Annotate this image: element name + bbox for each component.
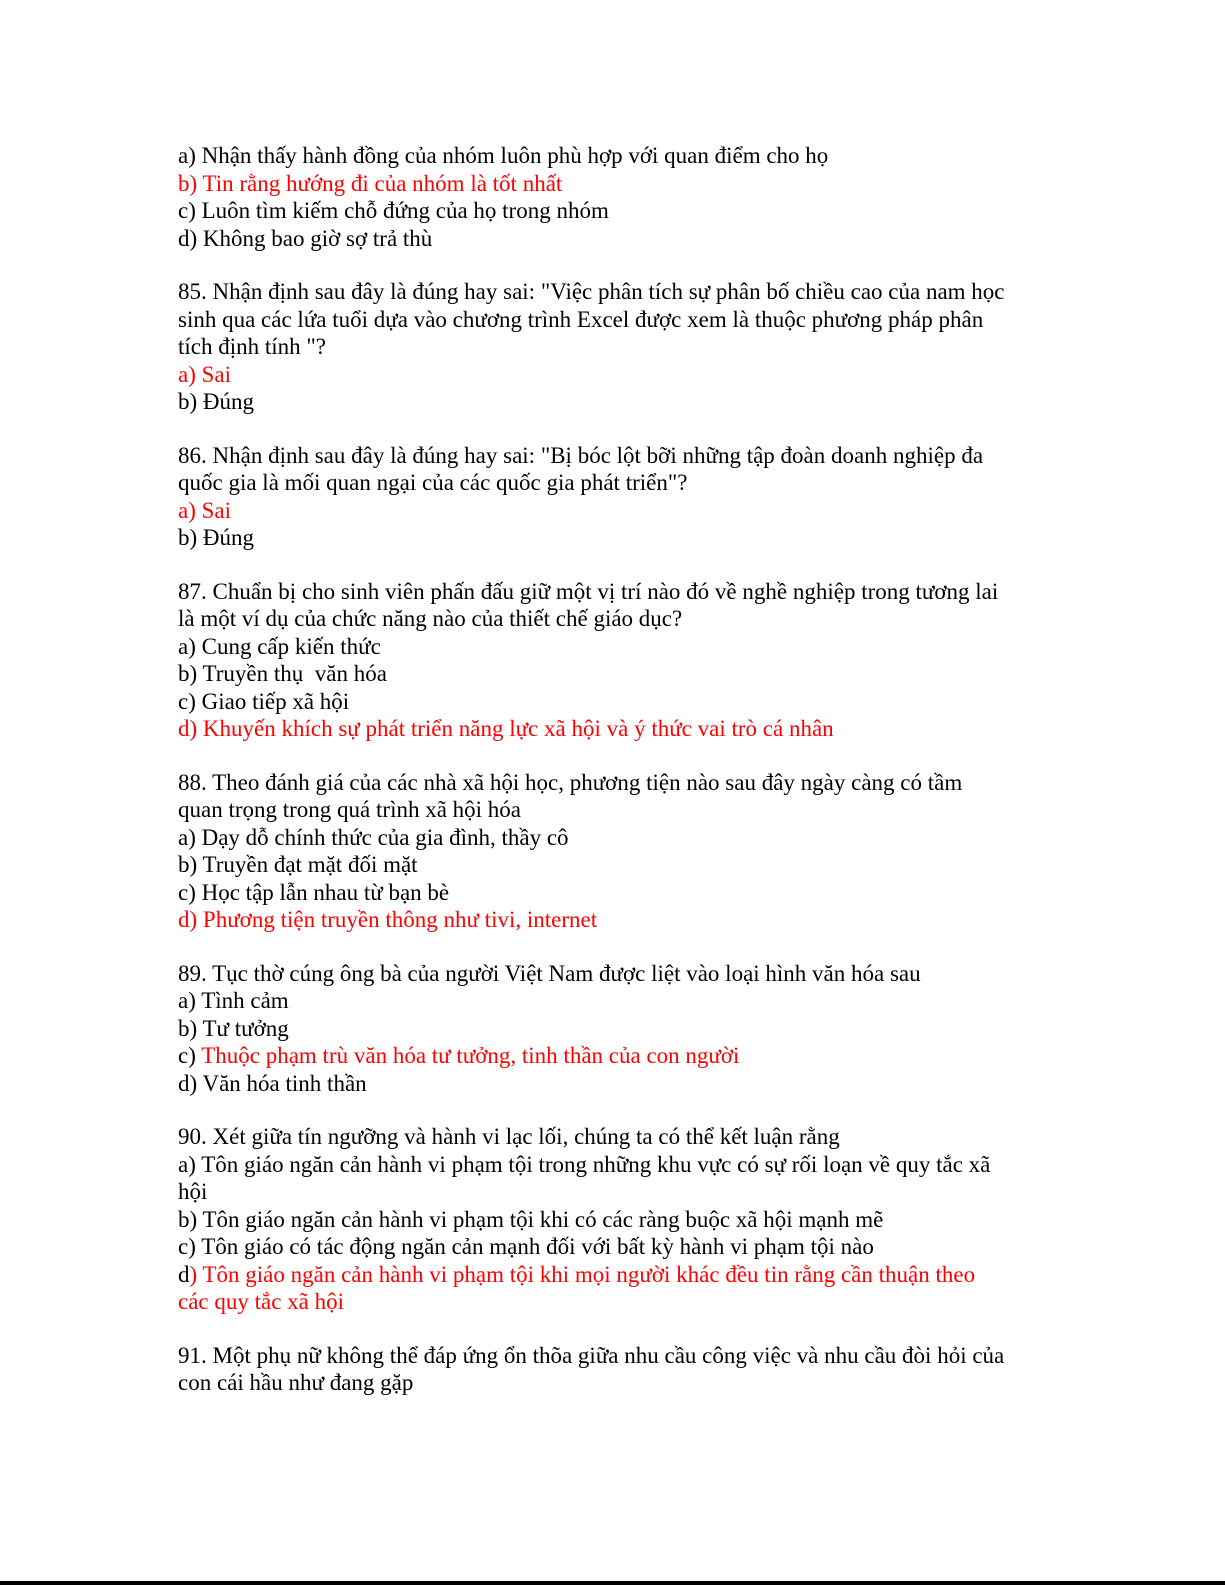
question-89 — [178, 960, 1058, 1098]
option-c: c) Giao tiếp xã hội — [178, 688, 350, 714]
option-a: a) Dạy dỗ chính thức của gia đình, thầy cô — [178, 824, 569, 850]
option-a: a) Tôn giáo ngăn cản hành vi phạm tội trong những khu vực có sự rối loạn về quy tắc xã — [178, 1151, 991, 1177]
question-text: 89. Tục thờ cúng ông bà của người Việt Nam được liệt vào loại hình văn hóa sau — [178, 960, 921, 986]
option-d: d) Không bao giờ sợ trả thù — [178, 225, 433, 251]
option-a-correct: a) Sai — [178, 497, 232, 523]
question-text: là một ví dụ của chức năng nào của thiết chế giáo dục? — [178, 606, 683, 631]
option-a: a) Tình cảm — [178, 988, 289, 1013]
option-b-correct: b) Tin rằng hướng đi của nhóm là tốt nhất — [178, 170, 563, 196]
question-text: 90. Xét giữa tín ngưỡng và hành vi lạc lối, chúng ta có thể kết luận rằng — [178, 1124, 840, 1149]
option-d: d) Văn hóa tinh thần — [178, 1070, 367, 1096]
option-b: b) Truyền thụ văn hóa — [178, 661, 387, 686]
option-d-correct: d) Khuyến khích sự phát triển năng lực xã hội và ý thức vai trò cá nhân — [178, 716, 834, 741]
option-c: c) Tôn giáo có tác động ngăn cản mạnh đối với bất kỳ hành vi phạm tội nào — [178, 1234, 874, 1259]
option-b: b) Đúng — [178, 525, 255, 550]
option-a-continued: hội — [178, 1179, 208, 1204]
page-bottom-border — [0, 1581, 1225, 1585]
question-text: quan trọng trong quá trình xã hội hóa — [178, 797, 522, 822]
question-91 — [178, 1342, 1058, 1397]
option-d-correct: d) Phương tiện truyền thông như tivi, internet — [178, 907, 598, 932]
option-a: a) Nhận thấy hành đồng của nhóm luôn phù hợp với quan điểm cho họ — [178, 143, 829, 168]
question-85 — [178, 278, 1058, 416]
option-text: Thuộc phạm trù văn hóa tư tưởng, tinh thần của con người — [201, 1043, 740, 1068]
option-c: c) Luôn tìm kiếm chỗ đứng của họ trong nhóm — [178, 198, 609, 223]
option-c-correct — [178, 1042, 1058, 1070]
option-prefix: c) — [178, 1043, 202, 1068]
option-b: b) Tư tưởng — [178, 1015, 289, 1041]
question-86 — [178, 442, 1058, 552]
question-text: 86. Nhận định sau đây là đúng hay sai: "Bị bóc lột bỡi những tập đoàn doanh nghiệp đa — [178, 442, 984, 468]
option-d-continued: các quy tắc xã hội — [178, 1289, 345, 1314]
option-b: b) Đúng — [178, 389, 255, 414]
option-prefix: d — [178, 1261, 190, 1287]
question-text: 91. Một phụ nữ không thể đáp ứng ổn thõa giữa nhu cầu công việc và nhu cầu đòi hỏi của — [178, 1342, 1005, 1368]
option-a-correct: a) Sai — [178, 361, 232, 387]
question-90 — [178, 1123, 1058, 1316]
question-text: sinh qua các lứa tuổi dựa vào chương trình Excel được xem là thuộc phương pháp phân — [178, 306, 984, 332]
question-87 — [178, 578, 1058, 743]
option-b: b) Truyền đạt mặt đối mặt — [178, 852, 418, 877]
question-text: 85. Nhận định sau đây là đúng hay sai: "Việc phân tích sự phân bố chiều cao của nam học — [178, 279, 1005, 304]
question-text: con cái hầu như đang gặp — [178, 1370, 414, 1395]
option-b: b) Tôn giáo ngăn cản hành vi phạm tội khi có các ràng buộc xã hội mạnh mẽ — [178, 1206, 884, 1232]
option-a: a) Cung cấp kiến thức — [178, 633, 381, 659]
question-text: 88. Theo đánh giá của các nhà xã hội học, phương tiện nào sau đây ngày càng có tầm — [178, 769, 963, 795]
document-page — [178, 142, 1058, 1397]
question-88 — [178, 769, 1058, 934]
option-text: ) Tôn giáo ngăn cản hành vi phạm tội khi mọi người khác đều tin rằng cần thuận theo — [189, 1261, 976, 1287]
question-text: quốc gia là mối quan ngại của các quốc gia phát triển"? — [178, 470, 688, 495]
question-84-options — [178, 142, 1058, 252]
option-d-correct — [178, 1261, 1058, 1289]
option-c: c) Học tập lẫn nhau từ bạn bè — [178, 879, 450, 905]
question-text: tích định tính "? — [178, 334, 327, 359]
question-text: 87. Chuẩn bị cho sinh viên phấn đấu giữ một vị trí nào đó về nghề nghiệp trong tương lai — [178, 578, 999, 604]
